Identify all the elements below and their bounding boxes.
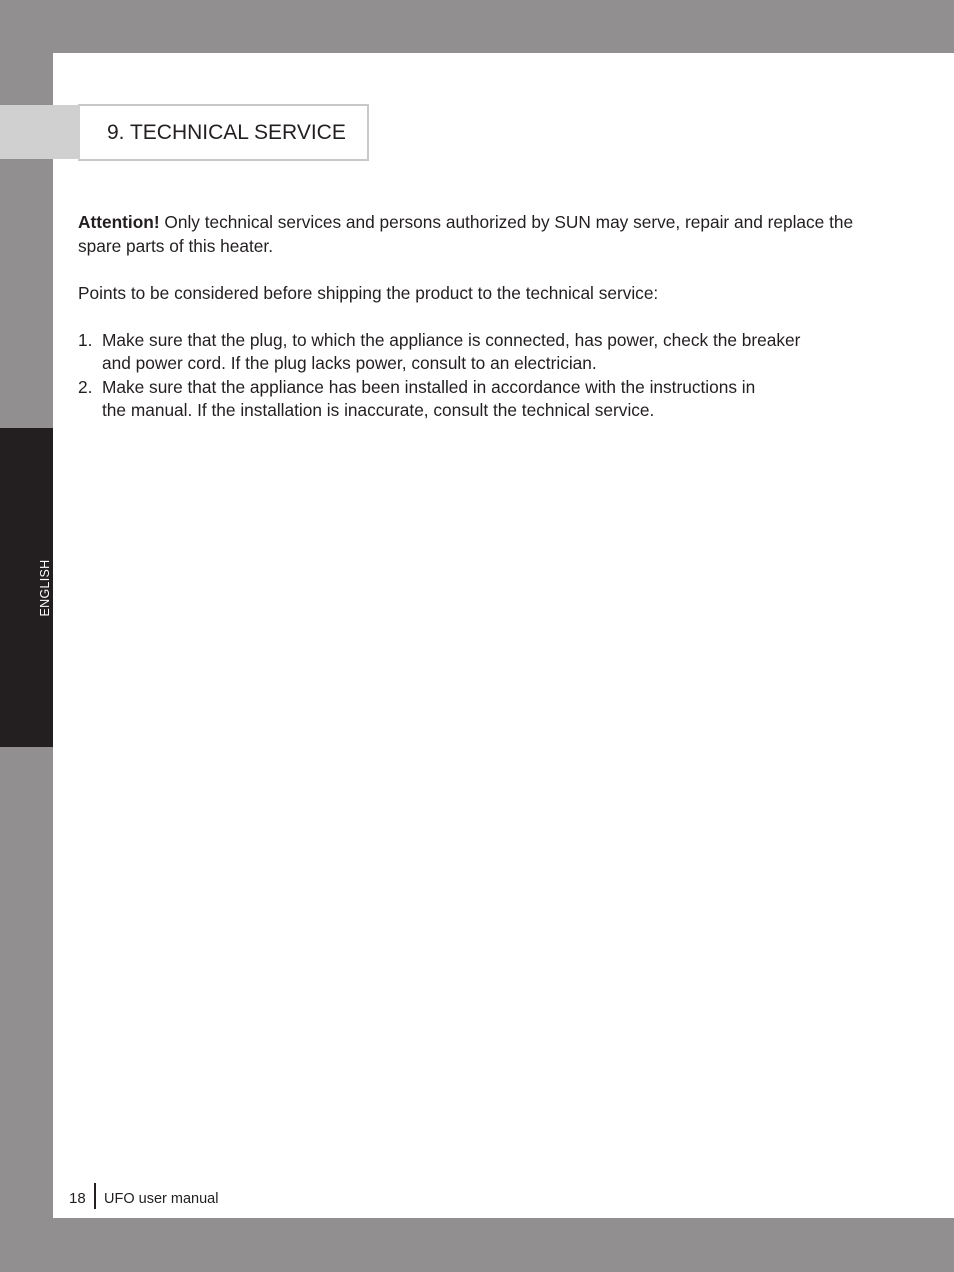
- list-item-number: 2.: [78, 376, 93, 397]
- list-item: [78, 329, 908, 376]
- manual-title: UFO user manual: [104, 1191, 219, 1207]
- attention-text: Only technical services and persons authorized by SUN may serve, repair and replace the: [159, 212, 854, 232]
- section-title: 9. TECHNICAL SERVICE: [107, 121, 346, 144]
- intro-paragraph: Points to be considered before shipping the product to the technical service:: [78, 282, 659, 303]
- attention-paragraph: [78, 211, 908, 258]
- list-item-number: 1.: [78, 329, 93, 350]
- attention-line-2: spare parts of this heater.: [78, 235, 274, 256]
- page-number: 18: [69, 1190, 86, 1207]
- main-content: [78, 211, 908, 423]
- list-item: [78, 376, 908, 423]
- list-item-line-2: the manual. If the installation is inaccurate, consult the technical service.: [102, 400, 655, 420]
- list-item-line-1: Make sure that the appliance has been installed in accordance with the instructions in: [102, 376, 756, 397]
- list-item-line-1: Make sure that the plug, to which the appliance is connected, has power, check the breaker: [102, 329, 801, 350]
- instruction-list: [78, 329, 908, 423]
- section-header-band: [0, 105, 80, 159]
- section-header-box: [78, 104, 369, 161]
- attention-line-1: [78, 211, 908, 235]
- footer-divider: [94, 1183, 96, 1209]
- list-item-line-2: and power cord. If the plug lacks power, consult to an electrician.: [102, 353, 597, 373]
- language-label: ENGLISH: [38, 559, 52, 617]
- attention-label: Attention!: [78, 212, 160, 232]
